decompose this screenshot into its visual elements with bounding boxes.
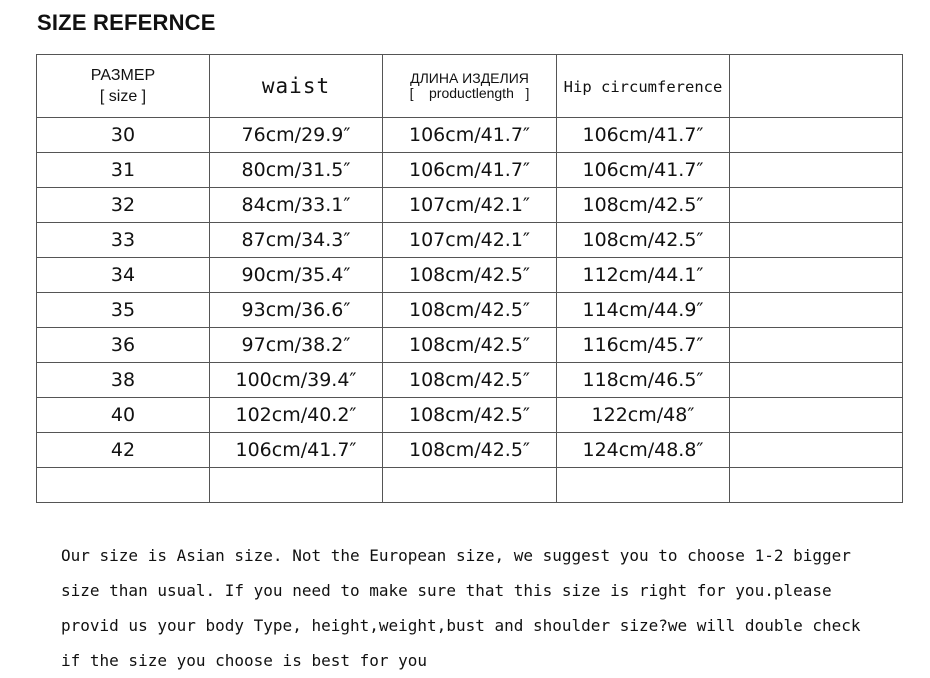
table-row	[37, 398, 903, 433]
size-note	[61, 538, 911, 678]
cell-size: 34	[37, 258, 210, 293]
size-table	[36, 54, 903, 503]
header-length	[383, 55, 557, 118]
cell-blank	[730, 293, 903, 328]
cell-length: 108cm/42.5″	[383, 293, 557, 328]
header-waist	[210, 55, 383, 118]
cell-blank	[730, 153, 903, 188]
header-size-line1: РАЗМЕР	[90, 67, 156, 84]
header-length-line1: ДЛИНА ИЗДЕЛИЯ	[410, 70, 529, 86]
cell-hip: 114cm/44.9″	[557, 293, 730, 328]
note-line-4: if the size you choose is best for you	[61, 651, 428, 670]
header-waist-label: waist	[261, 74, 331, 98]
page-title: SIZE REFERNCE	[37, 10, 216, 35]
table-row	[37, 293, 903, 328]
cell-blank	[730, 398, 903, 433]
cell-length: 106cm/41.7″	[383, 118, 557, 153]
header-blank	[730, 55, 903, 118]
cell-hip: 122cm/48″	[557, 398, 730, 433]
cell-size: 36	[37, 328, 210, 363]
cell-waist: 100cm/39.4″	[210, 363, 383, 398]
cell-blank	[730, 188, 903, 223]
cell-hip: 106cm/41.7″	[557, 118, 730, 153]
header-size-line2: [ size ]	[99, 88, 147, 105]
cell-waist: 76cm/29.9″	[210, 118, 383, 153]
table-row	[37, 223, 903, 258]
table-row	[37, 328, 903, 363]
cell-blank	[730, 363, 903, 398]
cell-blank	[730, 328, 903, 363]
cell-empty	[730, 468, 903, 503]
cell-blank	[730, 223, 903, 258]
cell-hip: 112cm/44.1″	[557, 258, 730, 293]
note-line-1: Our size is Asian size. Not the European size, we suggest you to choose 1-2 bigger	[61, 546, 851, 565]
cell-waist: 106cm/41.7″	[210, 433, 383, 468]
cell-hip: 108cm/42.5″	[557, 188, 730, 223]
cell-waist: 87cm/34.3″	[210, 223, 383, 258]
cell-size: 30	[37, 118, 210, 153]
cell-waist: 93cm/36.6″	[210, 293, 383, 328]
cell-length: 108cm/42.5″	[383, 398, 557, 433]
cell-length: 107cm/42.1″	[383, 188, 557, 223]
table-row	[37, 363, 903, 398]
cell-waist: 90cm/35.4″	[210, 258, 383, 293]
cell-waist: 102cm/40.2″	[210, 398, 383, 433]
cell-empty	[210, 468, 383, 503]
note-line-2: size than usual. If you need to make sure that this size is right for you.please	[61, 581, 832, 600]
cell-waist: 84cm/33.1″	[210, 188, 383, 223]
table-row	[37, 153, 903, 188]
cell-blank	[730, 433, 903, 468]
header-hip	[557, 55, 730, 118]
cell-length: 108cm/42.5″	[383, 363, 557, 398]
cell-length: 108cm/42.5″	[383, 433, 557, 468]
table-row	[37, 258, 903, 293]
header-size	[37, 55, 210, 118]
cell-waist: 97cm/38.2″	[210, 328, 383, 363]
cell-hip: 106cm/41.7″	[557, 153, 730, 188]
cell-hip: 108cm/42.5″	[557, 223, 730, 258]
cell-blank	[730, 258, 903, 293]
header-hip-label: Hip circumference	[563, 78, 723, 96]
cell-blank	[730, 118, 903, 153]
note-line-3: provid us your body Type, height,weight,bust and shoulder size?we will double check	[61, 616, 861, 635]
cell-length: 106cm/41.7″	[383, 153, 557, 188]
table-row	[37, 433, 903, 468]
table-row	[37, 118, 903, 153]
cell-size: 31	[37, 153, 210, 188]
cell-size: 42	[37, 433, 210, 468]
cell-size: 33	[37, 223, 210, 258]
cell-size: 38	[37, 363, 210, 398]
table-row	[37, 188, 903, 223]
cell-length: 108cm/42.5″	[383, 258, 557, 293]
cell-empty	[383, 468, 557, 503]
table-header-row	[37, 55, 903, 118]
cell-hip: 124cm/48.8″	[557, 433, 730, 468]
header-length-line2: [ productlength ]	[409, 85, 530, 101]
cell-waist: 80cm/31.5″	[210, 153, 383, 188]
cell-empty	[37, 468, 210, 503]
cell-size: 40	[37, 398, 210, 433]
cell-hip: 116cm/45.7″	[557, 328, 730, 363]
cell-size: 32	[37, 188, 210, 223]
cell-empty	[557, 468, 730, 503]
cell-size: 35	[37, 293, 210, 328]
cell-length: 108cm/42.5″	[383, 328, 557, 363]
table-row-empty	[37, 468, 903, 503]
cell-length: 107cm/42.1″	[383, 223, 557, 258]
cell-hip: 118cm/46.5″	[557, 363, 730, 398]
